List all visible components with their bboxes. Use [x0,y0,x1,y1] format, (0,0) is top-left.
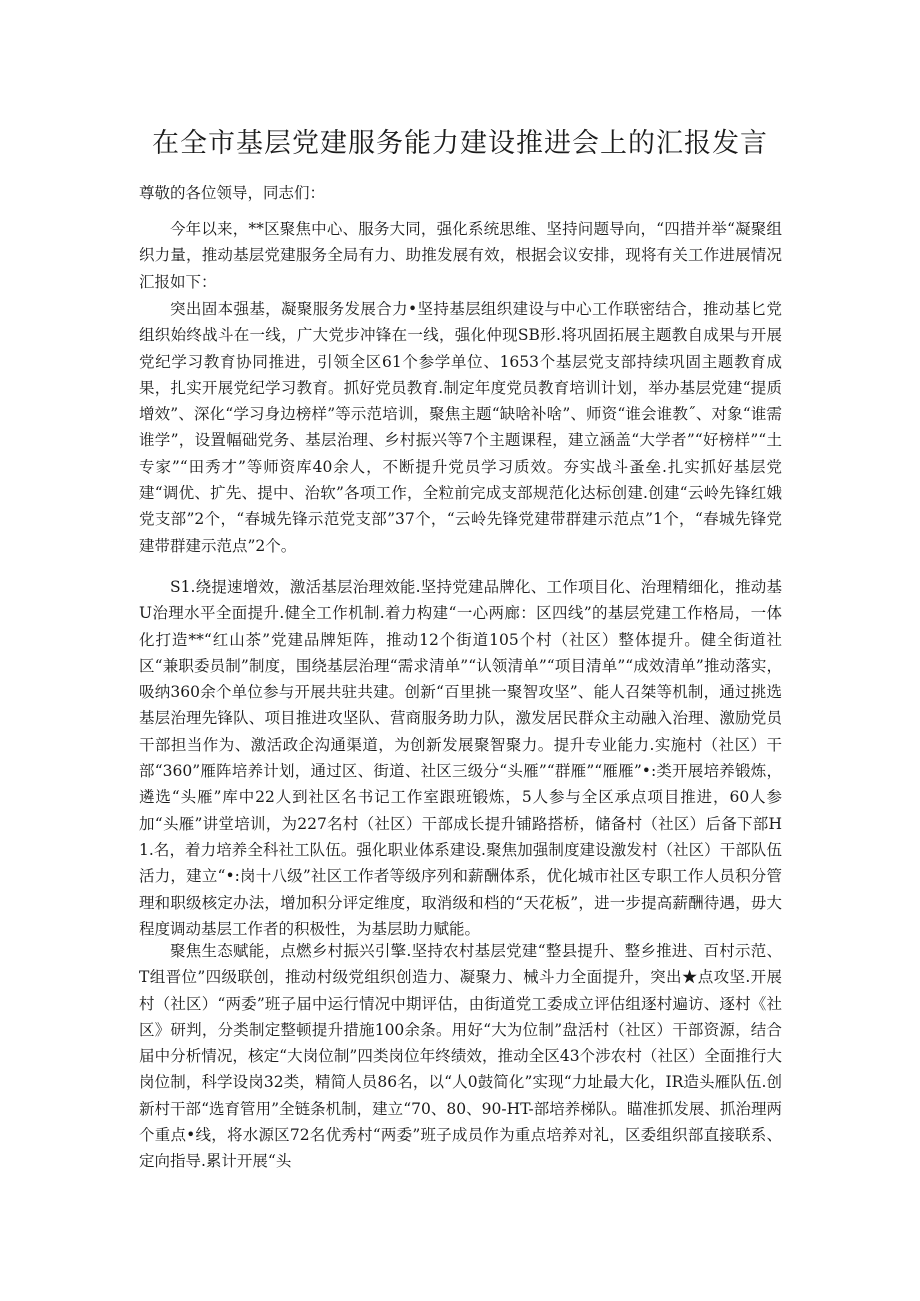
paragraph-party-building: 突出固本强基，凝聚服务发展合力•坚持基层组织建设与中心工作联密结合，推动基匕党组织始终战斗在一线，广大党步冲锋在一线，强化仲现SB形.将巩固拓展主题教自成果与开展党纪学习教育协同推进，引领全区61个参学单位、1653个基层党支部持续巩固主题教育成果，扎实开展党纪学习教育。抓好党员教育.制定年度党员教育培训计划，举办基层党建“提质增效”、深化“学习身边榜样”等示范培训，聚焦主题“缺啥补啥”、师资“谁会谁教˝、对象“谁需谁学”，设置幅础党务、基层治理、乡村振兴等7个主题课程，建立涵盖“大学者”“好榜样”“土专家”“田秀才”等师资库40余人，不断提升党员学习质效。夯实战斗蚤垒.扎实抓好基层党建“调优、扩先、提中、治软”各项工作，全粒前完成支部规范化达标创建.创建“云岭先锋红娥党支部”2个，“春城先锋示范党支部”37个，“云岭先锋党建带群建示范点”1个，“春城先锋党建带群建示范点”2个。 [139,300,782,555]
paragraph-grassroots-governance: S1.绕提速增效，激活基层治理效能.坚持党建品牌化、工作项目化、治理精细化，推动基U治理水平全面提升.健全工作机制.着力构建“一心两廊：区四线”的基层党建工作格局，一体化打造**“红山茶”党建品牌矩阵，推动12个街道105个村（社区）整体提升。健全街道社区“兼职委员制”制度，围绕基层治理“需求清单”“认领清单”“项目清单”“成效清单”推动落实，吸纳360余个单位参与开展共驻共建。创新“百里挑一聚智攻坚”、能人召桀等机制，通过挑选基层治理先锋队、项目推进攻坚队、营商服务助力队，激发居民群众主动融入治理、激励党员干部担当作为、激活政企沟通渠道，为创新发展聚智聚力。提升专业能力.实施村（社区）干部“360”雁阵培养计划，通过区、街道、社区三级分“头雁”“群雁”“雁雁”•:类开展培养锻炼，遴选“头雁”库中22人到社区名书记工作室跟班锻炼，5人参与全区承点项目推进，60人参加“头雁”讲堂培训，为227名村（社区）干部成长提升铺路搭桥，储备村（社区）后备下部H1.名，着力培养全科社工队伍。强化职业体系建设.聚焦加强制度建设激发村（社区）干部队伍活力，建立“•:岗十八级”社区工作者等级序列和薪酬体系，优化城市社区专职工作人员积分管理和职级核定办法，增加积分评定维度，取消级和档的“天花板”，进一步提高薪酬待遇，毋大程度调动基层工作者的积极性，为基层助力赋能。 [139,578,782,938]
greeting: 尊敬的各位领导，同志们： [139,184,326,202]
paragraph-rural-revitalization: 聚焦生态赋能，点燃乡村振兴引擎.坚持农村基层党建“整县提升、整乡推进、百村示范、T组晋位”四级联创，推动村级党组织创造力、凝聚力、械斗力全面提升，突出★点攻坚.开展村（社区）“两委”班子届中运行情况中期评估，由街道党工委成立评估组逐村遍访、逐村《社区》研判，分类制定整顿提升措施100余条。用好“大为位制”盘活村（社区）干部资源，结合届中分析情况，核定“大岗位制”四类岗位年终绩效，推动全区43个涉农村（社区）全面推行大岗位制，科学设岗32类，精简人员86名，以“人0鼓简化”实现“力址最大化，IR造头雁队伍.创新村干部“选育管用”全链条机制，建立“70、80、90-HT-部培养梯队。瞄准抓发展、抓治理两个重点•线，将水源区72名优秀村“两委”班子成员作为重点培养对礼，区委组织部直接联系、定向指导.累计开展“头 [139,942,782,1171]
paragraph-intro: 今年以来，**区聚焦中心、服务大同，强化系统思维、坚持问题导向，“四措并举“凝聚组织力量，推动基层党建服务全局有力、助推发展有效，根据会议安排，现将有关工作进展情况汇报如下： [139,220,782,291]
document-title: 在全市基层党建服务能力建设推进会上的汇报发言 [152,128,768,159]
